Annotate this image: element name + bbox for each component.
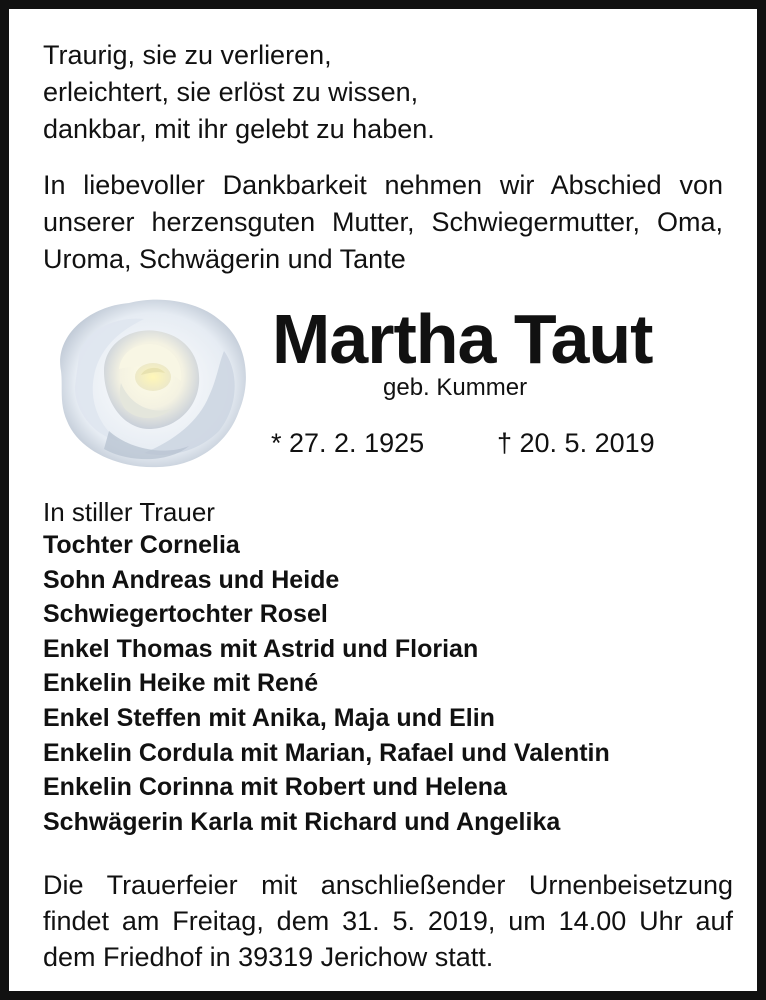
intro-line: unserer herzensguten Mutter, Schwiegermutter, Oma, (43, 207, 723, 237)
mourner-item: Enkel Thomas mit Astrid und Florian (43, 634, 479, 663)
intro-text (43, 167, 723, 278)
intro-line: Uroma, Schwägerin und Tante (43, 244, 406, 274)
mourner-item: Enkelin Heike mit René (43, 669, 319, 698)
funeral-notice-line: findet am Freitag, dem 31. 5. 2019, um 14.00 Uhr auf (43, 906, 733, 936)
white-rose-image (49, 291, 254, 471)
mourner-item: Schwägerin Karla mit Richard und Angelika (43, 807, 561, 836)
funeral-notice-line: dem Friedhof in 39319 Jerichow statt. (43, 942, 494, 972)
mourner-item: Enkel Steffen mit Anika, Maja und Elin (43, 703, 495, 732)
funeral-notice-line: Die Trauerfeier mit anschließender Urnenbeisetzung (43, 870, 733, 900)
mourner-item: Schwiegertochter Rosel (43, 600, 328, 629)
deceased-name: Martha Taut (272, 300, 653, 378)
intro-line: In liebevoller Dankbarkeit nehmen wir Abschied von (43, 170, 723, 200)
poem-line: erleichtert, sie erlöst zu wissen, (43, 77, 419, 107)
birth-date: * 27. 2. 1925 (271, 428, 425, 458)
mourner-item: Tochter Cornelia (43, 531, 240, 559)
mourner-item: Sohn Andreas und Heide (43, 565, 340, 594)
mourning-label: In stiller Trauer (43, 497, 215, 527)
mourners-list (43, 528, 610, 839)
poem-line: Traurig, sie zu verlieren, (43, 40, 332, 70)
mourner-item: Enkelin Cordula mit Marian, Rafael und Valentin (43, 738, 610, 767)
poem-line: dankbar, mit ihr gelebt zu haben. (43, 114, 435, 144)
mourner-item: Enkelin Corinna mit Robert und Helena (43, 773, 507, 802)
funeral-notice (43, 867, 733, 975)
poem (43, 37, 435, 148)
birth-name: geb. Kummer (383, 374, 528, 401)
death-date: † 20. 5. 2019 (497, 428, 655, 458)
